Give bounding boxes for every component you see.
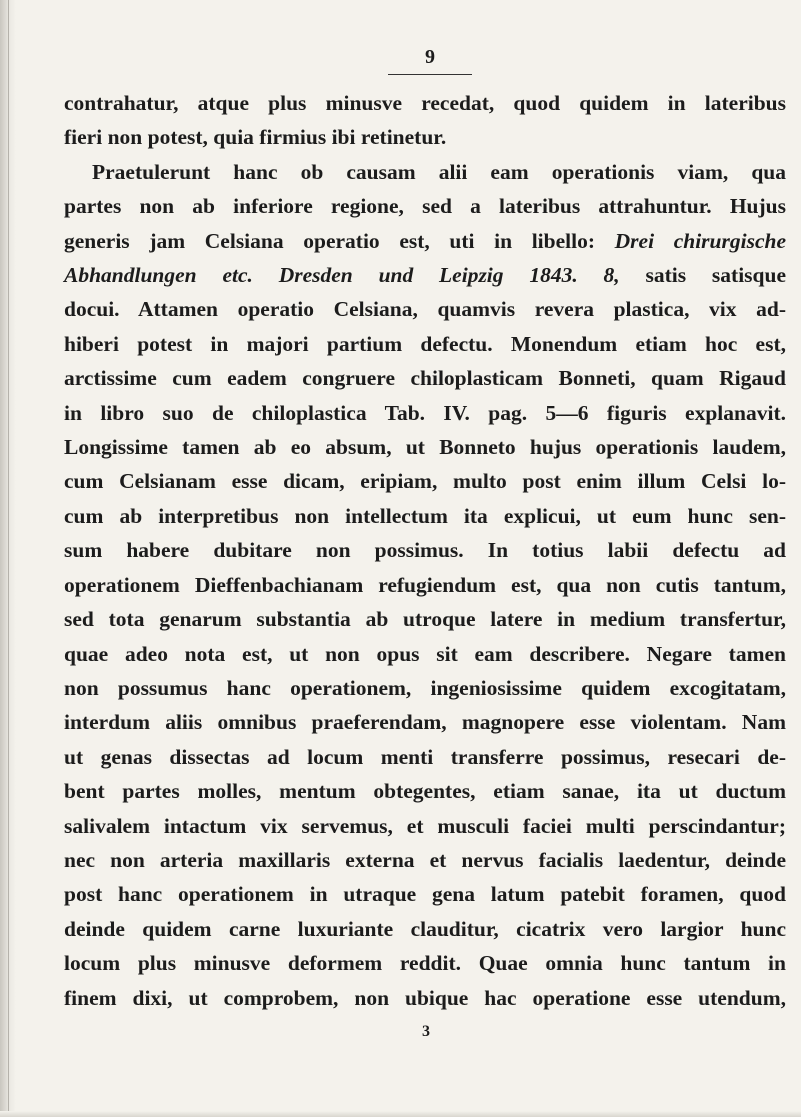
text-line: fieri non potest, quia firmius ibi retinetur. (64, 125, 447, 150)
page-edge-line (8, 0, 9, 1117)
text-line: salivalem intactum vix servemus, et musculi faciei multi perscindantur; (64, 813, 786, 838)
text-line: nec non arteria maxillaris externa et nervus facialis laedentur, deinde (64, 847, 786, 872)
page-bottom-edge (0, 1111, 801, 1117)
text-line: sum habere dubitare non possimus. In totius labii defectu ad (64, 538, 786, 563)
header-rule (388, 74, 472, 75)
page-number: 9 (425, 46, 435, 68)
text-line: post hanc operationem in utraque gena latum patebit foramen, quod (64, 882, 786, 907)
text-line: Longissime tamen ab eo absum, ut Bonneto hujus operationis laudem, (64, 435, 786, 460)
text-line: docui. Attamen operatio Celsiana, quamvis revera plastica, vix ad- (64, 297, 786, 322)
text-segment: satis satisque (645, 263, 786, 288)
text-line: cum Celsianam esse dicam, eripiam, multo post enim illum Celsi lo- (64, 469, 786, 494)
text-line: cum ab interpretibus non intellectum ita explicui, ut eum hunc sen- (64, 503, 786, 528)
italic-citation: Abhandlungen etc. Dresden und Leipzig 1843. 8, (64, 263, 620, 288)
text-line: partes non ab inferiore regione, sed a lateribus attrahuntur. Hujus (64, 194, 786, 219)
italic-citation: Drei chirurgische (614, 228, 787, 253)
text-line: locum plus minusve deformem reddit. Quae omnia hunc tantum in (64, 951, 786, 976)
signature-mark: 3 (422, 1023, 430, 1040)
text-line: operationem Dieffenbachianam refugiendum est, qua non cutis tantum, (64, 572, 786, 597)
text-line: quae adeo nota est, ut non opus sit eam describere. Negare tamen (64, 641, 786, 666)
text-line: bent partes molles, mentum obtegentes, etiam sanae, ita ut ductum (64, 779, 786, 804)
text-line: arctissime cum eadem congruere chiloplasticam Bonneti, quam Rigaud (64, 366, 786, 391)
body-text (64, 86, 786, 1015)
text-line: hiberi potest in majori partium defectu. Monendum etiam hoc est, (64, 331, 786, 356)
text-line: contrahatur, atque plus minusve recedat, quod quidem in lateribus (64, 91, 786, 115)
text-line: ut genas dissectas ad locum menti transferre possimus, resecari de- (64, 744, 786, 769)
text-segment: generis jam Celsiana operatio est, uti in libello: (64, 228, 596, 253)
text-line: deinde quidem carne luxuriante clauditur, cicatrix vero largior hunc (64, 916, 786, 941)
text-line: finem dixi, ut comprobem, non ubique hac operatione esse utendum, (64, 985, 786, 1010)
text-line: sed tota genarum substantia ab utroque latere in medium transfertur, (64, 607, 786, 632)
text-line: interdum aliis omnibus praeferendam, magnopere esse violentam. Nam (64, 710, 786, 735)
text-line: non possumus hanc operationem, ingeniosissime quidem excogitatam, (64, 675, 786, 700)
text-line: in libro suo de chiloplastica Tab. IV. pag. 5—6 figuris explanavit. (64, 400, 786, 425)
text-line: Praetulerunt hanc ob causam alii eam operationis viam, qua (92, 159, 786, 184)
text-line (64, 258, 786, 292)
text-line (64, 224, 786, 258)
